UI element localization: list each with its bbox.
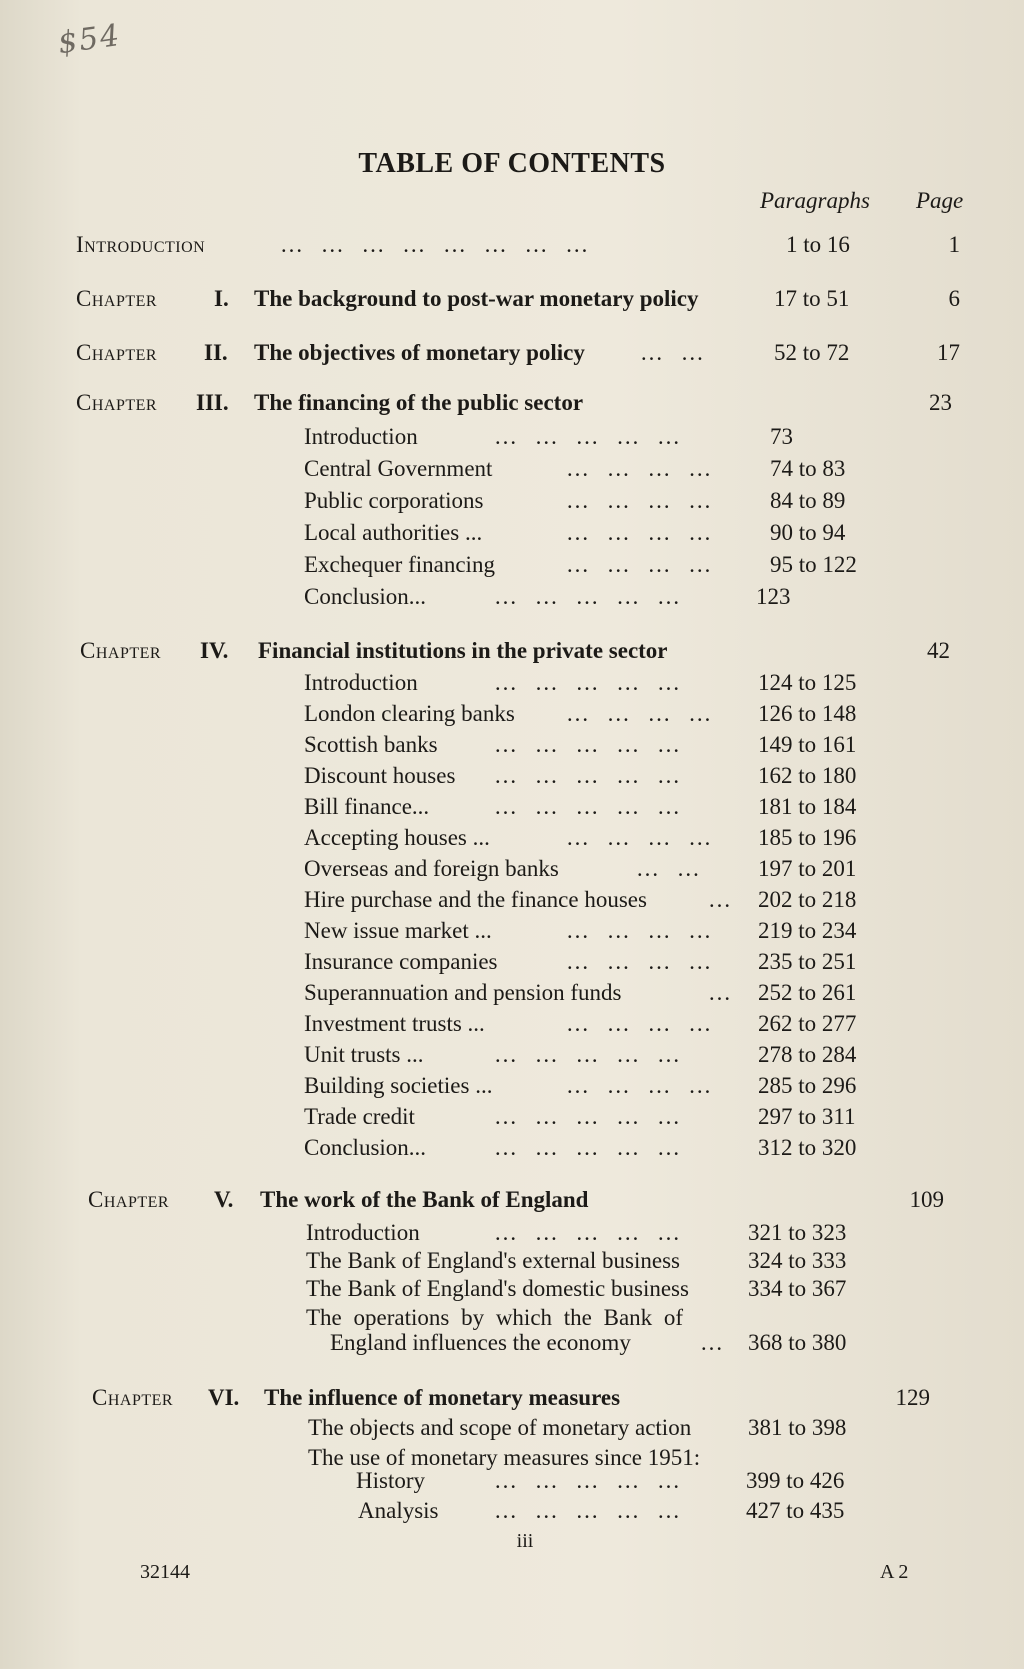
chapter-page: 129 (895, 1385, 930, 1410)
section-paragraphs: 74 to 83 (770, 456, 846, 481)
section-title: The use of monetary measures since 1951: (308, 1445, 701, 1470)
toc-section (0, 1009, 1024, 1039)
section-title: Trade credit (304, 1104, 415, 1129)
signature-mark: A 2 (880, 1561, 909, 1583)
toc-section (0, 1274, 1024, 1304)
toc-section (0, 978, 1024, 1008)
toc-section (0, 668, 1024, 698)
section-title: Discount houses (304, 763, 456, 788)
section-paragraphs: 202 to 218 (758, 887, 857, 912)
leader-dots: … (708, 887, 737, 912)
section-title: Superannuation and pension funds (304, 980, 622, 1005)
print-code: 32144 (140, 1561, 190, 1583)
page-title: TABLE OF CONTENTS (358, 148, 666, 179)
chapter-page: 6 (948, 286, 960, 311)
toc-section (0, 1246, 1024, 1276)
leader-dots: … … … … … (494, 670, 686, 695)
section-title: Local authorities ... (304, 520, 483, 545)
section-paragraphs: 162 to 180 (758, 763, 857, 788)
toc-section (0, 792, 1024, 822)
toc-section (0, 699, 1024, 729)
toc-subsection (0, 1466, 1024, 1496)
toc-section (0, 730, 1024, 760)
section-paragraphs: 252 to 261 (758, 980, 857, 1005)
section-paragraphs: 324 to 333 (748, 1248, 847, 1273)
pencil-annotation: $54 (55, 17, 124, 62)
toc-section (0, 1102, 1024, 1132)
leader-dots: … … … … … (494, 732, 686, 757)
chapter-word: Chapter (76, 286, 158, 311)
chapter-word: Chapter (76, 390, 158, 415)
leader-dots: … (700, 1330, 729, 1355)
section-paragraphs: 84 to 89 (770, 488, 846, 513)
section-paragraphs: 123 (756, 584, 791, 609)
chapter-word: Chapter (76, 340, 158, 365)
section-title: Exchequer financing (304, 552, 495, 577)
section-paragraphs: 235 to 251 (758, 949, 857, 974)
section-title: Introduction (304, 670, 418, 695)
chapter-page: 109 (909, 1187, 944, 1212)
toc-section (0, 885, 1024, 915)
leader-dots: … … … … (566, 520, 718, 545)
section-paragraphs: 285 to 296 (758, 1073, 857, 1098)
leader-dots: … … (636, 856, 706, 881)
section-title: Building societies ... (304, 1073, 493, 1098)
section-title: Conclusion... (304, 584, 427, 609)
page-header: Page (916, 188, 964, 213)
section-paragraphs: 321 to 323 (748, 1220, 847, 1245)
section-paragraphs: 124 to 125 (758, 670, 857, 695)
leader-dots: … … … … (566, 949, 718, 974)
chapter-title: The work of the Bank of England (260, 1187, 589, 1212)
toc-section (0, 422, 1024, 452)
leader-dots: … … … … … (494, 1498, 686, 1523)
section-paragraphs: 149 to 161 (758, 732, 857, 757)
leader-dots: … … … … (566, 552, 718, 577)
chapter-number: III. (196, 390, 229, 415)
section-paragraphs: 126 to 148 (758, 701, 857, 726)
section-title: Insurance companies (304, 949, 498, 974)
toc-section (0, 854, 1024, 884)
chapter-title: The objectives of monetary policy (254, 340, 585, 365)
toc-section (0, 1040, 1024, 1070)
chapter-word: Chapter (80, 638, 162, 663)
toc-entry-chapter-6 (0, 1383, 1024, 1413)
section-paragraphs: 185 to 196 (758, 825, 857, 850)
chapter-title: The financing of the public sector (254, 390, 584, 415)
leader-dots: … … … … … (494, 1468, 686, 1493)
section-paragraphs: 399 to 426 (746, 1468, 845, 1493)
leader-dots: … … … … (566, 825, 718, 850)
introduction-paragraphs: 1 to 16 (786, 232, 850, 257)
section-title: London clearing banks (304, 701, 515, 726)
section-paragraphs: 334 to 367 (748, 1276, 847, 1301)
toc-section (0, 823, 1024, 853)
toc-section (0, 947, 1024, 977)
leader-dots: … … … … (566, 1011, 718, 1036)
chapter-title: The background to post-war monetary policy (254, 286, 699, 311)
chapter-title: Financial institutions in the private sector (258, 638, 668, 663)
section-title: Bill finance... (304, 794, 430, 819)
toc-section (0, 454, 1024, 484)
toc-subsection (0, 1496, 1024, 1526)
section-title: The Bank of England's external business (306, 1248, 680, 1273)
toc-entry-chapter-1 (0, 284, 1024, 314)
section-title: Introduction (306, 1220, 420, 1245)
chapter-title: The influence of monetary measures (264, 1385, 621, 1410)
paragraphs-header: Paragraphs (760, 188, 870, 213)
section-title: Investment trusts ... (304, 1011, 485, 1036)
section-title: New issue market ... (304, 918, 492, 943)
leader-dots: … … … … (566, 1073, 718, 1098)
leader-dots: … (708, 980, 737, 1005)
introduction-page: 1 (948, 232, 960, 257)
toc-section (0, 1218, 1024, 1248)
leader-dots: … … … … … (494, 584, 686, 609)
chapter-number: I. (214, 286, 229, 311)
section-title: Introduction (304, 424, 418, 449)
section-title: Scottish banks (304, 732, 438, 757)
section-title: The Bank of England's domestic business (306, 1276, 689, 1301)
leader-dots: … … … … … (494, 424, 686, 449)
leader-dots: … … … … … (494, 1104, 686, 1129)
section-paragraphs: 427 to 435 (746, 1498, 845, 1523)
leader-dots: … … … … (566, 918, 718, 943)
section-paragraphs: 181 to 184 (758, 794, 857, 819)
section-paragraphs: 73 (770, 424, 793, 449)
section-title: Hire purchase and the finance houses (304, 887, 647, 912)
section-paragraphs: 219 to 234 (758, 918, 857, 943)
leader-dots: … … … … (566, 488, 718, 513)
toc-entry-chapter-4 (0, 636, 1024, 666)
chapter-paragraphs: 17 to 51 (774, 286, 850, 311)
section-paragraphs: 90 to 94 (770, 520, 846, 545)
leader-dots: … … … … (566, 456, 718, 481)
section-paragraphs: 297 to 311 (758, 1104, 856, 1129)
section-paragraphs: 197 to 201 (758, 856, 857, 881)
leader-dots: … … … … … (494, 1220, 686, 1245)
leader-dots: … … … … (566, 701, 718, 726)
toc-section (0, 761, 1024, 791)
introduction-label: Introduction (76, 232, 206, 257)
toc-section (0, 486, 1024, 516)
chapter-word: Chapter (92, 1385, 174, 1410)
chapter-number: V. (214, 1187, 234, 1212)
leader-dots: … … … … … (494, 1042, 686, 1067)
chapter-word: Chapter (88, 1187, 170, 1212)
section-title: Overseas and foreign banks (304, 856, 559, 881)
section-title-continued: England influences the economy (330, 1330, 631, 1355)
chapter-page: 17 (937, 340, 960, 365)
section-paragraphs: 368 to 380 (748, 1330, 847, 1355)
chapter-paragraphs: 52 to 72 (774, 340, 850, 365)
toc-entry-chapter-2 (0, 338, 1024, 368)
toc-section (0, 518, 1024, 548)
leader-dots: … … … … … (494, 763, 686, 788)
chapter-number: VI. (208, 1385, 240, 1410)
chapter-page: 42 (927, 638, 950, 663)
toc-section (0, 1133, 1024, 1163)
subsection-title: History (356, 1468, 425, 1493)
toc-section-continued (0, 1328, 1024, 1358)
toc-section (0, 916, 1024, 946)
leader-dots: … … … … … (494, 794, 686, 819)
subsection-title: Analysis (358, 1498, 439, 1523)
toc-section (0, 550, 1024, 580)
toc-entry-chapter-5 (0, 1185, 1024, 1215)
leader-dots: … … … … … … … … (280, 232, 595, 257)
section-paragraphs: 312 to 320 (758, 1135, 857, 1160)
section-paragraphs: 381 to 398 (748, 1415, 847, 1440)
toc-entry-chapter-3 (0, 388, 1024, 418)
toc-section (0, 1071, 1024, 1101)
chapter-number: IV. (200, 638, 229, 663)
section-title: Unit trusts ... (304, 1042, 424, 1067)
section-paragraphs: 262 to 277 (758, 1011, 857, 1036)
toc-entry-introduction (0, 230, 1024, 260)
section-title: The objects and scope of monetary action (308, 1415, 692, 1440)
section-paragraphs: 278 to 284 (758, 1042, 857, 1067)
leader-dots: … … (640, 340, 710, 365)
section-title: Accepting houses ... (304, 825, 490, 850)
section-title: Public corporations (304, 488, 484, 513)
page-numeral: iii (516, 1530, 534, 1552)
leader-dots: … … … … … (494, 1135, 686, 1160)
toc-section (0, 582, 1024, 612)
section-title: Conclusion... (304, 1135, 427, 1160)
chapter-number: II. (204, 340, 228, 365)
section-title: The operations by which the Bank of (306, 1305, 684, 1330)
section-paragraphs: 95 to 122 (770, 552, 857, 577)
chapter-page: 23 (929, 390, 952, 415)
toc-section (0, 1413, 1024, 1443)
section-title: Central Government (304, 456, 493, 481)
